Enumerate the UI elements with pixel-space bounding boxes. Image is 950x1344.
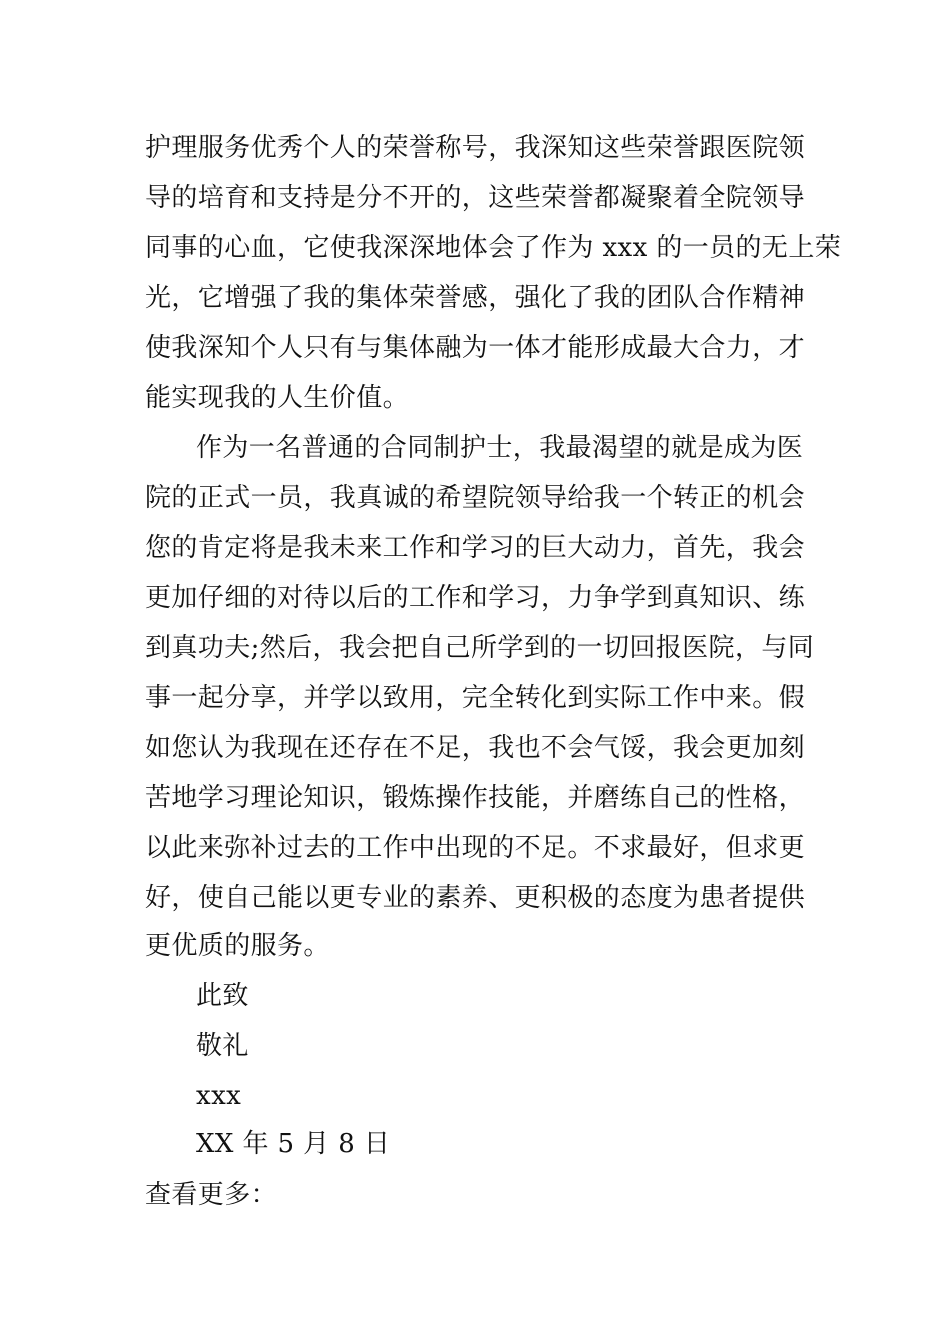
body-text-line: 如您认为我现在还存在不足，我也不会气馁，我会更加刻 [145,733,806,763]
body-text-line: 更加仔细的对待以后的工作和学习，力争学到真知识、练 [145,583,806,613]
closing-salutation-1: 此致 [196,981,249,1011]
letter-date: XX 年 5 月 8 日 [196,1129,391,1159]
body-text-line: 您的肯定将是我未来工作和学习的巨大动力，首先，我会 [145,533,806,563]
body-text-line: 好，使自己能以更专业的素养、更积极的态度为患者提供 [145,883,806,913]
body-text-line: 导的培育和支持是分不开的，这些荣誉都凝聚着全院领导 [145,183,806,213]
body-text-line: 光，它增强了我的集体荣誉感，强化了我的团队合作精神 [145,283,806,313]
body-text-line: 到真功夫;然后，我会把自己所学到的一切回报医院，与同 [145,633,815,663]
signature: xxx [196,1081,242,1111]
see-more-link[interactable]: 查看更多： [145,1180,278,1210]
body-text-line: 护理服务优秀个人的荣誉称号，我深知这些荣誉跟医院领 [145,133,806,163]
closing-salutation-2: 敬礼 [196,1031,249,1061]
body-text-line: 使我深知个人只有与集体融为一体才能形成最大合力，才 [145,333,806,363]
body-text-line: 更优质的服务。 [145,931,330,961]
paragraph-first-line: 作为一名普通的合同制护士，我最渴望的就是成为医 [196,433,804,463]
body-text-line: 同事的心血，它使我深深地体会了作为 xxx 的一员的无上荣 [145,233,842,263]
body-text-line: 以此来弥补过去的工作中出现的不足。不求最好，但求更 [145,833,806,863]
body-text-line: 苦地学习理论知识，锻炼操作技能，并磨练自己的性格， [145,783,806,813]
body-text-line: 事一起分享，并学以致用，完全转化到实际工作中来。假 [145,683,806,713]
body-text-line: 院的正式一员，我真诚的希望院领导给我一个转正的机会 [145,483,806,513]
body-text-line: 能实现我的人生价值。 [145,383,410,413]
